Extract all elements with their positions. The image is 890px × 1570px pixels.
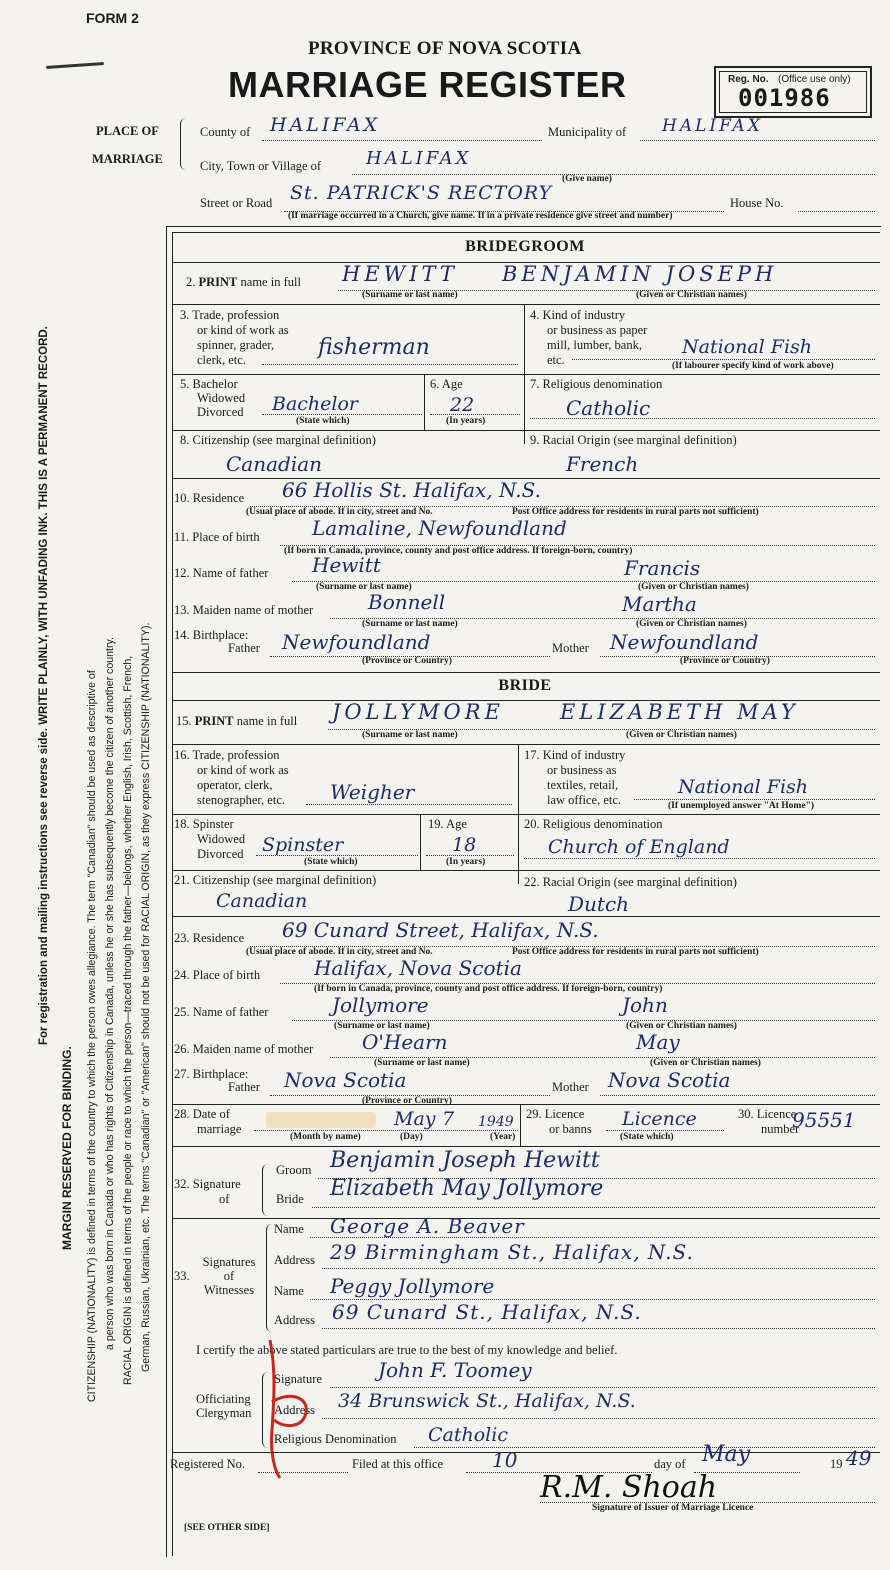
- reg-no-box: [714, 66, 872, 118]
- bride-age-label: 19. Age: [428, 817, 467, 831]
- bride-father-surname: Jollymore: [332, 993, 429, 1017]
- bride-status: Spinster: [262, 834, 344, 856]
- groom-residence-label: 10. Residence: [174, 491, 245, 505]
- bride-signature-label: Bride: [276, 1192, 304, 1206]
- bride-birthplace-caption: (If born in Canada, province, county and post office address. If foreign-born, country): [314, 984, 663, 994]
- bride-mother-birthplace-label: Mother: [552, 1080, 589, 1094]
- bride-religion-label: 20. Religious denomination: [524, 817, 663, 831]
- witness1-address-label: Address: [274, 1253, 315, 1267]
- margin-instructions-b: WRITE PLAINLY, WITH UNFADING INK. THIS IS A PERMANENT RECORD.: [38, 326, 50, 725]
- groom-name-label: 2. PRINT name in full: [186, 275, 301, 289]
- bride-industry-label: 17. Kind of industry or business as textiles, retail, law office, etc.: [524, 748, 626, 807]
- groom-citizenship: Canadian: [226, 452, 323, 476]
- bride-mother-birthplace: Nova Scotia: [608, 1068, 731, 1092]
- groom-mother-label: 13. Maiden name of mother: [174, 603, 314, 617]
- margin-instructions: [38, 326, 50, 1045]
- groom-birthplace-label: 11. Place of birth: [174, 530, 260, 544]
- groom-residence-caption-a: (Usual place of abode. If in city, street and No.: [246, 507, 433, 517]
- licence-number-label: 30. Licence number: [738, 1107, 800, 1136]
- bride-father-given-caption: (Given or Christian names): [626, 1021, 737, 1031]
- marriage-day: 7: [442, 1108, 455, 1130]
- day-of-label: day of: [654, 1457, 686, 1471]
- groom-industry-note: (If labourer specify kind of work above): [672, 361, 834, 371]
- clergy-signature-label: Signature: [274, 1372, 322, 1386]
- bride-age: 18: [452, 834, 477, 856]
- certification-text: I certify the above stated particulars are true to the best of my knowledge and belief.: [196, 1343, 618, 1357]
- witness2-name: Peggy Jollymore: [330, 1274, 495, 1298]
- groom-industry-label: 4. Kind of industry or business as paper mill, lumber, bank, etc.: [530, 308, 648, 367]
- filed-year-prefix: 19: [830, 1457, 843, 1471]
- bride-surname-caption: (Surname or last name): [362, 730, 458, 740]
- municipality-value: HALIFAX: [662, 116, 763, 136]
- street-label: Street or Road: [200, 196, 273, 210]
- county-value: HALIFAX: [270, 114, 381, 136]
- form-label: FORM 2: [86, 10, 139, 26]
- licence-number: 95551: [792, 1108, 856, 1132]
- groom-given: BENJAMIN JOSEPH: [502, 262, 778, 286]
- province-heading: PROVINCE OF NOVA SCOTIA: [308, 38, 582, 59]
- clergy-signature: John F. Toomey: [378, 1358, 532, 1382]
- groom-father-birthplace: Newfoundland: [282, 630, 431, 654]
- see-other-side: [SEE OTHER SIDE]: [184, 1523, 270, 1533]
- city-label: City, Town or Village of: [200, 159, 322, 173]
- bride-mother-surname: O'Hearn: [362, 1030, 448, 1054]
- bride-father-birthplace-label: Father: [228, 1080, 260, 1094]
- groom-birthplace: Lamaline, Newfoundland: [312, 516, 567, 540]
- marriage-date-label: 28. Date of marriage: [174, 1107, 242, 1136]
- margin-citizenship-def: CITIZENSHIP (NATIONALITY) is defined in terms of the country to which the person owes allegiance. The term "Canadian" should be used as descriptive of: [86, 670, 98, 1402]
- witness1-name-label: Name: [274, 1222, 304, 1236]
- groom-mother-given-caption: (Given or Christian names): [636, 619, 747, 629]
- groom-father-birthplace-label: Father: [228, 641, 260, 655]
- bride-father-birthplace-caption: (Province or Country): [362, 1096, 452, 1106]
- groom-religion: Catholic: [566, 396, 651, 420]
- reg-no-value: 001986: [738, 84, 831, 112]
- bride-residence: 69 Cunard Street, Halifax, N.S.: [282, 918, 599, 942]
- issuer-signature: R.M. Shoah: [540, 1470, 718, 1505]
- bride-residence-caption-b: Post Office address for residents in rural parts not sufficient): [512, 947, 759, 957]
- groom-racial-label: 9. Racial Origin (see marginal definition): [530, 433, 737, 447]
- red-pencil-mark: [250, 1330, 320, 1480]
- couple-signature-label: 32. Signature of: [174, 1177, 241, 1206]
- marriage-month: May: [394, 1108, 436, 1130]
- bride-father-birthplace: Nova Scotia: [284, 1068, 407, 1092]
- groom-trade: fisherman: [318, 335, 430, 360]
- bride-citizenship: Canadian: [216, 890, 308, 912]
- page-title: MARRIAGE REGISTER: [228, 64, 627, 105]
- marriage-month-caption: (Month by name): [290, 1132, 361, 1142]
- groom-industry: National Fish: [682, 336, 813, 358]
- groom-age-label: 6. Age: [430, 377, 463, 391]
- bride-father-surname-caption: (Surname or last name): [334, 1021, 430, 1031]
- groom-status: Bachelor: [272, 393, 359, 415]
- groom-age: 22: [450, 394, 475, 416]
- bride-industry-note: (If unemployed answer "At Home"): [668, 801, 815, 811]
- witness1-address: 29 Birmingham St., Halifax, N.S.: [330, 1240, 694, 1264]
- groom-residence: 66 Hollis St. Halifax, N.S.: [282, 478, 541, 502]
- give-name-caption: (Give name): [562, 174, 612, 184]
- groom-mother-birthplace-caption: (Province or Country): [680, 656, 770, 666]
- ink-smudge: [46, 62, 104, 69]
- office-use-label: (Office use only): [778, 74, 851, 85]
- groom-status-caption: (State which): [296, 416, 350, 426]
- filed-month: May: [702, 1442, 751, 1467]
- bride-trade: Weigher: [330, 780, 415, 804]
- groom-mother-birthplace-label: Mother: [552, 641, 589, 655]
- margin-racial-def-2: German, Russian, Ukrainian, etc. The terms "Canadian" or "American" should not be used for RACIAL ORIGIN, as they express CITIZENSHIP (NATIONALITY).: [140, 622, 152, 1372]
- officiating-clergy-label: Officiating Clergyman: [196, 1392, 252, 1420]
- clergy-address: 34 Brunswick St., Halifax, N.S.: [338, 1390, 636, 1412]
- groom-parents-birthplace-label: 14. Birthplace:: [174, 628, 249, 642]
- groom-age-caption: (In years): [446, 416, 486, 426]
- groom-father-surname-caption: (Surname or last name): [316, 582, 412, 592]
- bride-given-caption: (Given or Christian names): [626, 730, 737, 740]
- groom-father-given-caption: (Given or Christian names): [638, 582, 749, 592]
- bride-signature: Elizabeth May Jollymore: [330, 1176, 604, 1201]
- bride-residence-caption-a: (Usual place of abode. If in city, street and No.: [246, 947, 433, 957]
- city-value: HALIFAX: [366, 148, 472, 169]
- marriage-year-caption: (Year): [490, 1132, 516, 1142]
- groom-racial: French: [566, 452, 639, 476]
- clergy-denomination-label: Religious Denomination: [274, 1432, 397, 1446]
- clergy-address-label: Address: [274, 1403, 315, 1417]
- margin-binding-note: MARGIN RESERVED FOR BINDING.: [60, 1046, 74, 1250]
- groom-mother-birthplace: Newfoundland: [610, 630, 759, 654]
- bride-surname: JOLLYMORE: [332, 700, 504, 724]
- groom-religion-label: 7. Religious denomination: [530, 377, 663, 391]
- groom-father-given: Francis: [624, 556, 701, 580]
- witness-signatures-label: Signatures of Witnesses: [202, 1255, 256, 1297]
- marriage-year: 1949: [478, 1114, 514, 1130]
- groom-trade-label: 3. Trade, profession or kind of work as spinner, grader, clerk, etc.: [180, 308, 289, 367]
- bride-mother-label: 26. Maiden name of mother: [174, 1042, 314, 1056]
- groom-birthplace-caption: (If born in Canada, province, county and post office address. If foreign-born, country): [284, 546, 633, 556]
- bride-racial-label: 22. Racial Origin (see marginal definition): [524, 875, 737, 889]
- groom-given-caption: (Given or Christian names): [636, 290, 747, 300]
- bride-trade-label: 16. Trade, profession or kind of work as operator, clerk, stenographer, etc.: [174, 748, 289, 807]
- bride-status-label: 18. Spinster Widowed Divorced: [174, 817, 246, 861]
- groom-citizenship-label: 8. Citizenship (see marginal definition): [180, 433, 376, 447]
- groom-father-surname: Hewitt: [312, 553, 381, 577]
- witness-number: 33.: [174, 1269, 190, 1283]
- bride-mother-surname-caption: (Surname or last name): [374, 1058, 470, 1068]
- filed-year: 49: [846, 1446, 872, 1470]
- groom-signature-label: Groom: [276, 1163, 312, 1177]
- bride-parents-birthplace-label: 27. Birthplace:: [174, 1067, 249, 1081]
- registered-no-label: Registered No.: [170, 1457, 245, 1471]
- street-note: (If marriage occurred in a Church, give name. If in a private residence give street and number): [288, 211, 673, 221]
- groom-residence-caption-b: Post Office address for residents in rural parts not sufficient): [512, 507, 759, 517]
- groom-father-birthplace-caption: (Province or Country): [362, 656, 452, 666]
- place-brace: [180, 118, 191, 170]
- bride-mother-given: May: [636, 1030, 680, 1054]
- groom-mother-given: Martha: [622, 592, 697, 616]
- bride-residence-label: 23. Residence: [174, 931, 245, 945]
- groom-mother-surname-caption: (Surname or last name): [362, 619, 458, 629]
- groom-mother-surname: Bonnell: [368, 590, 446, 614]
- groom-surname-caption: (Surname or last name): [362, 290, 458, 300]
- margin-citizenship-def-2: a person who was born in Canada or who has rights of Citizenship in Canada, unless he or she has subsequently become the citizen of another country.: [104, 637, 116, 1350]
- place-of-label: PLACE OF: [96, 124, 159, 138]
- bride-industry: National Fish: [678, 776, 809, 798]
- bride-birthplace-label: 24. Place of birth: [174, 968, 261, 982]
- bride-religion: Church of England: [548, 836, 730, 858]
- licence-type: Licence: [622, 1108, 697, 1130]
- groom-surname: HEWITT: [342, 262, 458, 286]
- bride-given: ELIZABETH MAY: [560, 700, 799, 724]
- witness1-name: George A. Beaver: [330, 1214, 525, 1238]
- bride-heading: BRIDE: [498, 677, 552, 694]
- witness2-name-label: Name: [274, 1284, 304, 1298]
- bride-status-caption: (State which): [304, 857, 358, 867]
- house-no-label: House No.: [730, 196, 784, 210]
- filed-day: 10: [492, 1448, 518, 1472]
- witness2-address-label: Address: [274, 1313, 315, 1327]
- bride-mother-given-caption: (Given or Christian names): [650, 1058, 761, 1068]
- margin-racial-def: RACIAL ORIGIN is defined in terms of the people or race to which the person—traced through the father—belongs, whether English, Irish, Scottish, French,: [122, 655, 134, 1385]
- bridegroom-heading: BRIDEGROOM: [465, 238, 585, 255]
- marriage-day-caption: (Day): [400, 1132, 423, 1142]
- marriage-label: MARRIAGE: [92, 152, 163, 166]
- issuer-caption: Signature of Issuer of Marriage Licence: [592, 1503, 754, 1513]
- filed-label: Filed at this office: [352, 1457, 444, 1471]
- bride-age-caption: (In years): [446, 857, 486, 867]
- bride-citizenship-label: 21. Citizenship (see marginal definition): [174, 873, 377, 887]
- bride-name-label: 15. PRINT name in full: [176, 714, 298, 728]
- street-value: St. PATRICK'S RECTORY: [290, 182, 553, 204]
- couple-signature-brace: [262, 1164, 273, 1216]
- clergy-denomination: Catholic: [428, 1424, 508, 1446]
- groom-status-label: 5. Bachelor Widowed Divorced: [180, 377, 246, 419]
- reg-no-label: Reg. No.: [728, 74, 769, 85]
- bride-racial: Dutch: [568, 892, 630, 916]
- date-stamp-smudge: [266, 1112, 376, 1128]
- county-label: County of: [200, 125, 251, 139]
- margin-instructions-a: For registration and mailing instructions see reverse side.: [38, 728, 50, 1045]
- witness2-address: 69 Cunard St., Halifax, N.S.: [332, 1300, 642, 1324]
- licence-type-label: 29. Licence or banns: [526, 1107, 592, 1136]
- groom-signature: Benjamin Joseph Hewitt: [330, 1148, 600, 1173]
- municipality-label: Municipality of: [548, 125, 627, 139]
- bride-father-label: 25. Name of father: [174, 1005, 269, 1019]
- bride-father-given: John: [622, 993, 668, 1017]
- licence-type-caption: (State which): [620, 1132, 674, 1142]
- groom-father-label: 12. Name of father: [174, 566, 269, 580]
- bride-birthplace: Halifax, Nova Scotia: [314, 956, 522, 980]
